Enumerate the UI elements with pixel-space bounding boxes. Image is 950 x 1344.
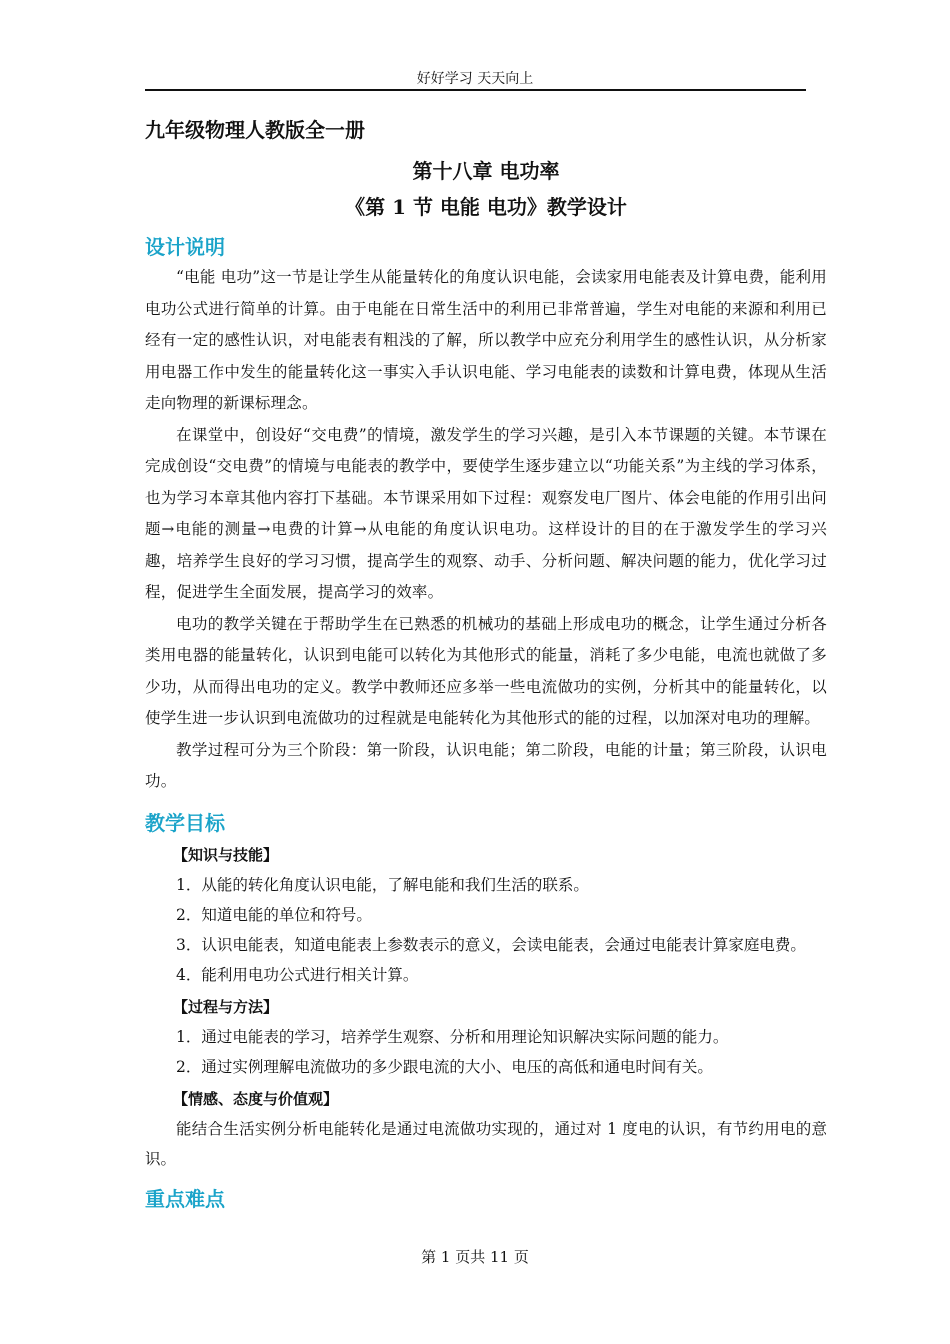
grade-title: 九年级物理人教版全一册 — [145, 118, 365, 142]
knowledge-label: 【知识与技能】 — [173, 845, 279, 864]
document-body — [145, 115, 827, 1214]
process-item: 2．通过实例理解电流做功的多少跟电流的大小、电压的高低和通电时间有关。 — [176, 1057, 713, 1076]
knowledge-item: 1．从能的转化角度认识电能，了解电能和我们生活的联系。 — [176, 875, 589, 894]
design-paragraph: 电功的教学关键在于帮助学生在已熟悉的机械功的基础上形成电功的概念，让学生通过分析各类用电器的能量转化，认识到电能可以转化为其他形式的能量，消耗了多少电能，电流也就做了多少功，从而得出电功的定义。教学中教师还应多举一些电流做功的实例，分析其中的能量转化，以使学生进一步认识到电流做功的过程就是电能转化为其他形式的能的过程，以加深对电功的理解。 — [145, 614, 827, 727]
knowledge-item: 3．认识电能表，知道电能表上参数表示的意义，会读电能表，会通过电能表计算家庭电费。 — [176, 935, 806, 954]
key-points-heading: 重点难点 — [145, 1186, 225, 1211]
design-paragraph: 在课堂中，创设好“交电费”的情境，激发学生的学习兴趣，是引入本节课题的关键。本节课在完成创设“交电费”的情境与电能表的教学中，要使学生逐步建立以“功能关系”为主线的学习体系，也为学习本章其他内容打下基础。本节课采用如下过程：观察发电厂图片、体会电能的作用引出问题→电能的测量→电费的计算→从电能的角度认识电功。这样设计的目的在于激发学生的学习兴趣，培养学生良好的学习习惯，提高学生的观察、动手、分析问题、解决问题的能力，优化学习过程，促进学生全面发展，提高学习的效率。 — [145, 425, 827, 601]
knowledge-item: 4．能利用电功公式进行相关计算。 — [176, 965, 419, 984]
process-item: 1．通过电能表的学习，培养学生观察、分析和用理论知识解决实际问题的能力。 — [176, 1027, 729, 1046]
page-header: 好好学习 天天向上 — [416, 71, 534, 87]
design-paragraph: 教学过程可分为三个阶段：第一阶段，认识电能；第二阶段，电能的计量；第三阶段，认识电功。 — [145, 740, 827, 790]
chapter-title: 第十八章 电功率 — [412, 159, 560, 183]
attitude-text: 能结合生活实例分析电能转化是通过电流做功实现的，通过对 1 度电的认识，有节约用电的意识。 — [145, 1119, 827, 1168]
goals-heading: 教学目标 — [145, 810, 225, 835]
page-footer: 第 1 页共 11 页 — [421, 1248, 529, 1266]
knowledge-item: 2．知道电能的单位和符号。 — [176, 905, 372, 924]
lesson-title: 《第 1 节 电能 电功》教学设计 — [345, 195, 627, 219]
header-rule — [145, 89, 806, 91]
design-heading: 设计说明 — [145, 235, 225, 259]
design-paragraph: “电能 电功”这一节是让学生从能量转化的角度认识电能，会读家用电能表及计算电费，能利用电功公式进行简单的计算。由于电能在日常生活中的利用已非常普遍，学生对电能的来源和利用已经有一定的感性认识，对电能表有粗浅的了解，所以教学中应充分利用学生的感性认识，从分析家用电器工作中发生的能量转化这一事实入手认识电能、学习电能表的读数和计算电费，体现从生活走向物理的新课标理念。 — [145, 268, 827, 412]
process-label: 【过程与方法】 — [173, 997, 279, 1016]
attitude-label: 【情感、态度与价值观】 — [173, 1089, 339, 1108]
